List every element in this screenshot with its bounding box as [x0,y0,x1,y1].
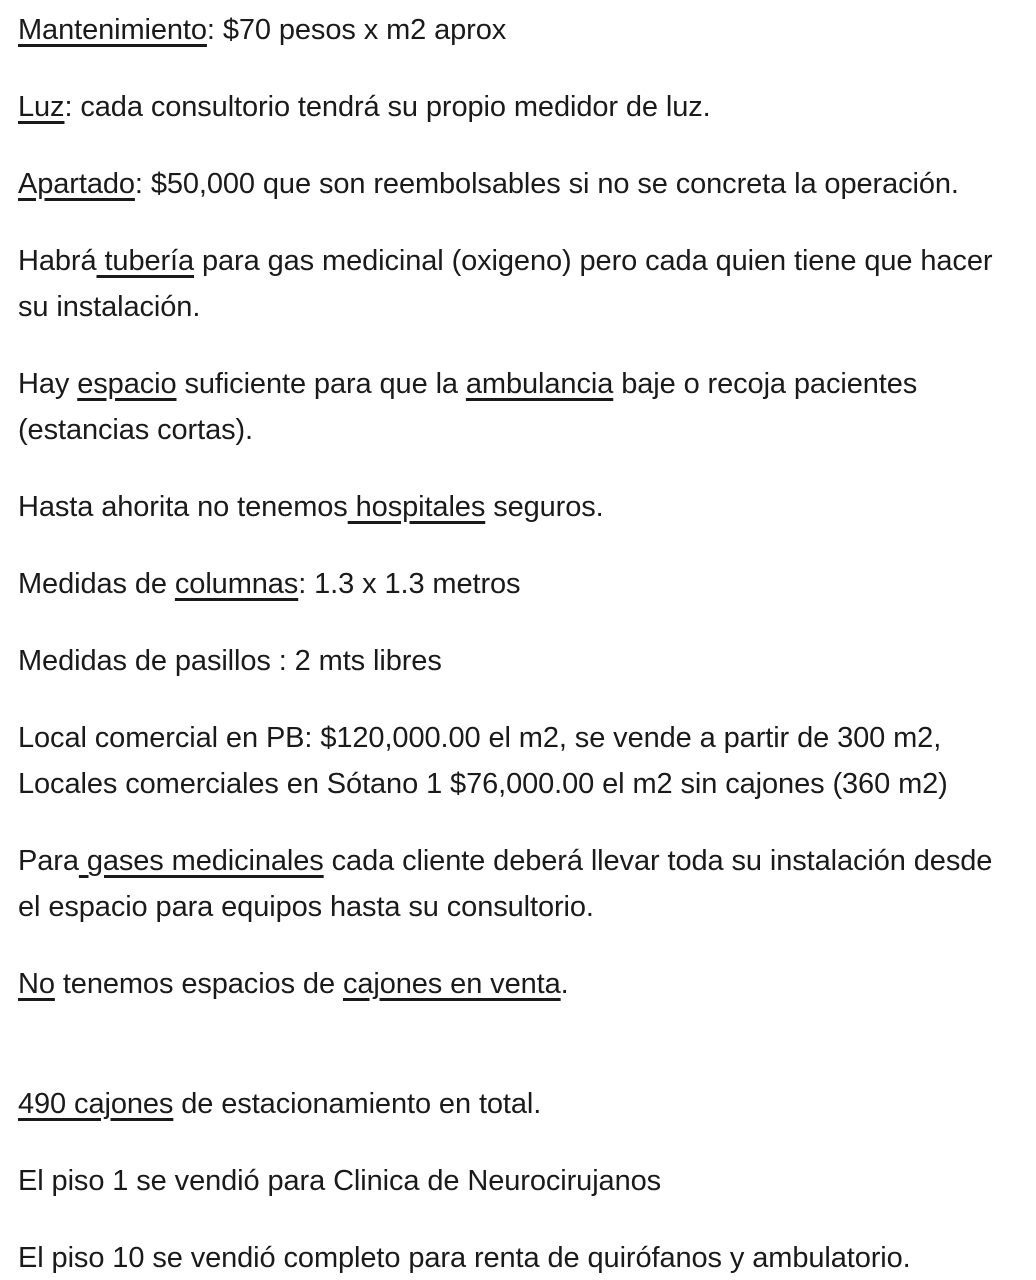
text-segment: . [560,968,569,1000]
underlined-text-segment: Luz [18,91,65,123]
text-segment: Medidas de [18,568,175,600]
text-segment: : 1.3 x 1.3 metros [298,568,521,600]
underlined-text-segment: gases medicinales [78,845,324,877]
text-segment: : cada consultorio tendrá su propio medidor de luz. [64,91,711,123]
underlined-text-segment: columnas [174,568,299,600]
underlined-text-segment: hospitales [347,491,486,523]
text-segment: tenemos espacios de [54,968,343,1000]
paragraph [18,1081,1020,1127]
paragraph [18,715,1020,807]
text-segment: El piso 1 se vendió para Clinica de Neurocirujanos [18,1165,662,1197]
text-segment: Local comercial en PB: $120,000.00 el m2, se vende a partir de 300 m2, Locales comerciales en Sótano 1 $76,000.00 el m2 sin cajones (360 m2) [18,722,948,800]
underlined-text-segment: tubería [96,245,195,277]
paragraph [18,838,1020,930]
text-segment: El piso 10 se vendió completo para renta de quirófanos y ambulatorio. [18,1242,911,1274]
paragraph [18,238,1020,330]
text-segment: : $70 pesos x m2 aprox [206,14,507,46]
text-segment: baje o recoja pacientes (estancias cortas). [18,368,918,446]
text-segment: Hasta ahorita no tenemos [18,491,348,523]
text-segment: Para [18,845,79,877]
text-segment: suficiente para que la [176,368,466,400]
paragraph [18,161,1020,207]
underlined-text-segment: Mantenimiento [18,14,207,46]
text-segment: Medidas de pasillos : 2 mts libres [18,645,442,677]
paragraph [18,84,1020,130]
text-segment: cada cliente deberá llevar toda su instalación desde el espacio para equipos hasta su consultorio. [18,845,993,923]
text-segment: para gas medicinal (oxigeno) pero cada quien tiene que hacer su instalación. [18,245,993,323]
underlined-text-segment: No [18,968,55,1000]
text-segment: seguros. [485,491,604,523]
underlined-text-segment: espacio [77,368,177,400]
text-segment: Habrá [18,245,97,277]
underlined-text-segment: 490 cajones [18,1088,174,1120]
paragraph [18,1235,1020,1280]
paragraph [18,638,1020,684]
paragraph [18,7,1020,53]
paragraph [18,1158,1020,1204]
paragraph [18,561,1020,607]
text-segment: : $50,000 que son reembolsables si no se concreta la operación. [134,168,959,200]
text-segment: de estacionamiento en total. [173,1088,542,1120]
paragraph [18,961,1020,1007]
underlined-text-segment: ambulancia [465,368,614,400]
underlined-text-segment: Apartado [18,168,135,200]
paragraph [18,361,1020,453]
text-segment: Hay [18,368,78,400]
paragraph [18,484,1020,530]
document-body [18,7,1020,1280]
underlined-text-segment: cajones en venta [342,968,561,1000]
